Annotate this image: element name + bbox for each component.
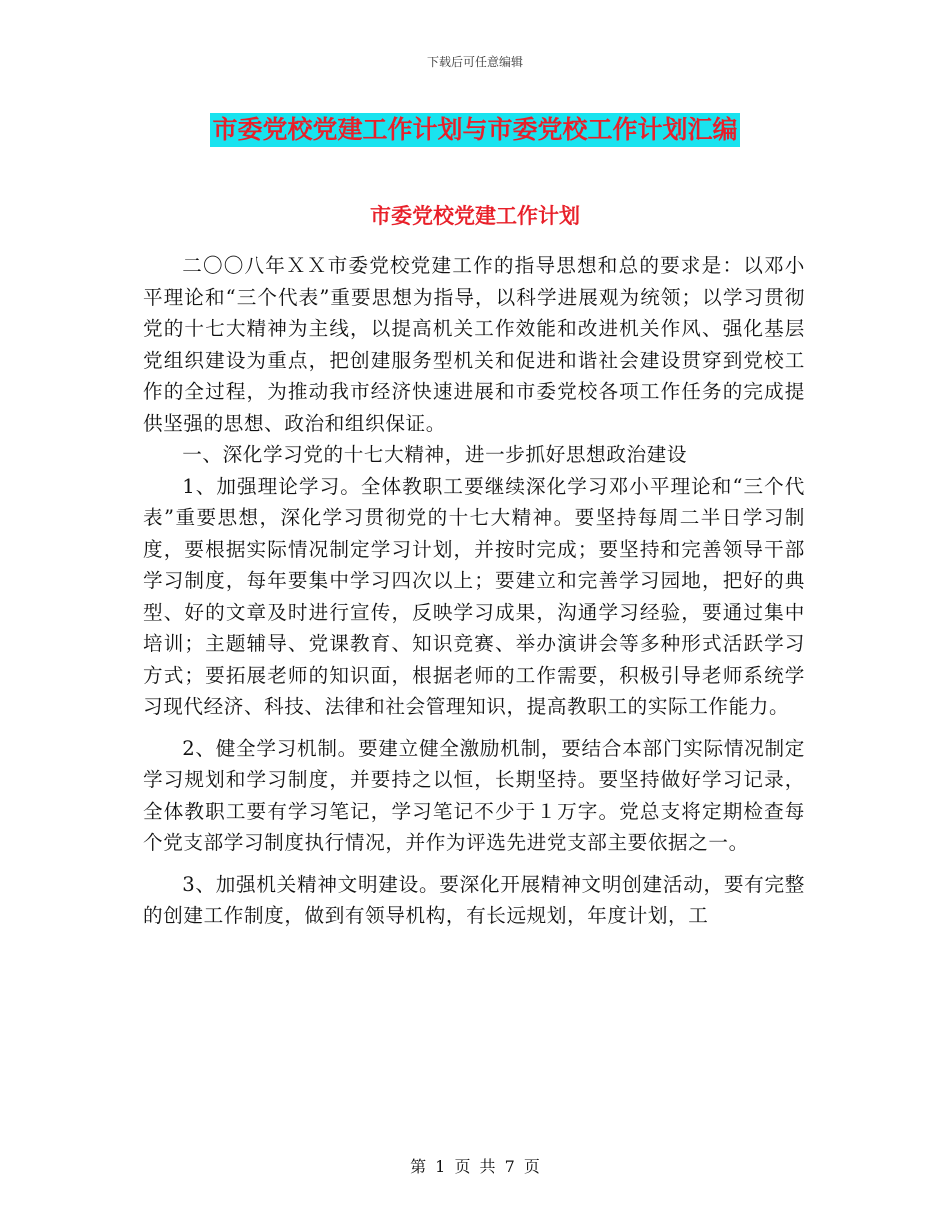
document-title: 市委党校党建工作计划与市委党校工作计划汇编	[210, 113, 739, 147]
paragraph-heading-1: 一、深化学习党的十七大精神，进一步抓好思想政治建设	[182, 443, 688, 466]
page-header: 下载后可任意编辑	[426, 55, 523, 69]
page-number-footer: 第 1 页 共 7 页	[410, 1157, 540, 1176]
paragraph-item-3: 3、加强机关精神文明建设。要深化开展精神文明创建活动，要有完整的创建工作制度，做到有领导机构，有长远规划，年度计划，工	[143, 872, 805, 927]
paragraph-item-1: 1、加强理论学习。全体教职工要继续深化学习邓小平理论和“三个代表”重要思想，深化学习贯彻党的十七大精神。要坚持每周二半日学习制度，要根据实际情况制定学习计划，并按时完成；要坚持和完善领导干部学习制度，每年要集中学习四次以上；要建立和完善学习园地，把好的典型、好的文章及时进行宣传，反映学习成果，沟通学习经验，要通过集中培训；主题辅导、党课教育、知识竞赛、举办演讲会等多种形式活跃学习方式；要拓展老师的知识面，根据老师的工作需要，积极引导老师系统学习现代经济、科技、法律和社会管理知识，提高教职工的实际工作能力。	[143, 474, 805, 718]
document-body	[143, 250, 805, 932]
paragraph-item-2: 2、健全学习机制。要建立健全激励机制，要结合本部门实际情况制定学习规划和学习制度，并要持之以恒，长期坚持。要坚持做好学习记录，全体教职工要有学习笔记，学习笔记不少于１万字。党总支将定期检查每个党支部学习制度执行情况，并作为评选先进党支部主要依据之一。	[143, 736, 805, 854]
section-title: 市委党校党建工作计划	[370, 203, 580, 228]
paragraph-intro: 二〇〇八年ＸＸ市委党校党建工作的指导思想和总的要求是：以邓小平理论和“三个代表”重要思想为指导，以科学进展观为统领；以学习贯彻党的十七大精神为主线，以提高机关工作效能和改进机关作风、强化基层党组织建设为重点，把创建服务型机关和促进和谐社会建设贯穿到党校工作的全过程，为推动我市经济快速进展和市委党校各项工作任务的完成提供坚强的思想、政治和组织保证。	[143, 254, 805, 435]
document-title-container	[0, 113, 950, 147]
